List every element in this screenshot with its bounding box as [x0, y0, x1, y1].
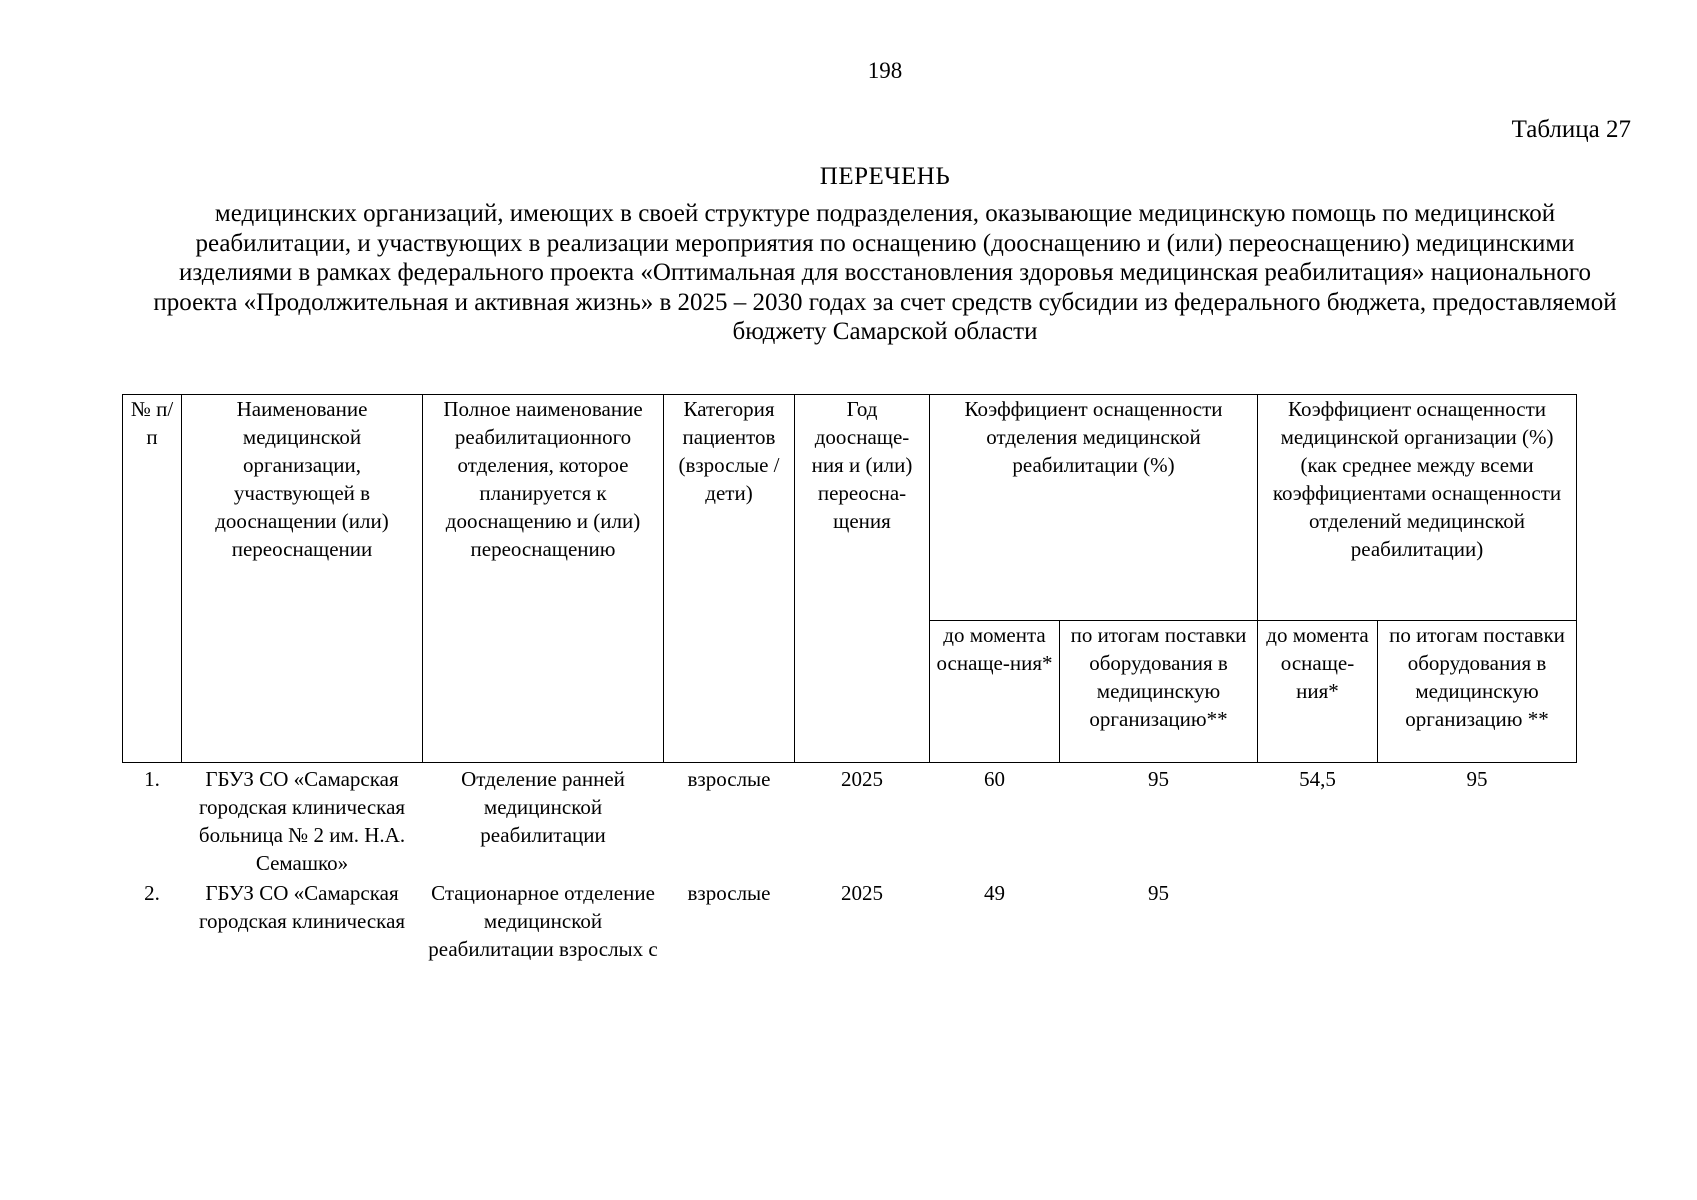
row-year: 2025 [841, 881, 883, 905]
row-org-before: 54,5 [1299, 767, 1336, 791]
header-dept-after: по итогам поставки оборудования в медицинскую организацию** [1060, 621, 1258, 763]
row-org-before [1258, 877, 1378, 963]
row-num: 2. [144, 881, 160, 905]
organizations-table [122, 394, 1577, 963]
header-num: № п/п [123, 395, 182, 763]
row-dept-before: 49 [984, 881, 1005, 905]
header-org-coef: Коэффициент оснащенности медицинской организации (%) (как среднее между всеми коэффициентами оснащенности отделений медицинской реабилитации) [1258, 395, 1577, 621]
header-org-after: по итогам поставки оборудования в медицинскую организацию ** [1378, 621, 1577, 763]
row-org-after: 95 [1466, 767, 1488, 791]
row-year: 2025 [841, 767, 883, 791]
row-dept: Отделение ранней медицинской реабилитации [461, 767, 625, 847]
row-num: 1. [144, 767, 160, 791]
table-row [123, 877, 1577, 963]
header-year: Год дооснаще-ния и (или) переосна-щения [795, 395, 930, 763]
table-label: Таблица 27 [1511, 116, 1631, 143]
page-number: 198 [867, 58, 903, 83]
table-row [123, 763, 1577, 878]
header-dept-coef: Коэффициент оснащенности отделения медицинской реабилитации (%) [930, 395, 1258, 621]
row-dept-after: 95 [1148, 767, 1169, 791]
row-dept: Стационарное отделение медицинской реабилитации взрослых с [428, 881, 658, 961]
header-org-before: до момента оснаще-ния* [1258, 621, 1378, 763]
header-org: Наименование медицинской организации, участвующей в дооснащении (или) переоснащении [182, 395, 423, 763]
row-org: ГБУЗ СО «Самарская городская клиническая [198, 881, 406, 933]
row-org-after [1378, 877, 1577, 963]
header-category: Категория пациентов (взрослые / дети) [664, 395, 795, 763]
row-org: ГБУЗ СО «Самарская городская клиническая больница № 2 им. Н.А. Семашко» [198, 767, 406, 875]
row-dept-after: 95 [1148, 881, 1169, 905]
row-category: взрослые [687, 767, 771, 791]
document-title: ПЕРЕЧЕНЬ [819, 163, 951, 190]
document-subtitle: медицинских организаций, имеющих в своей структуре подразделения, оказывающие медицинскую помощь по медицинской реабилитации, и участвующих в реализации мероприятия по оснащению (дооснащению и (или) переоснащению) медицинскими изделиями в рамках федерального проекта «Оптимальная для восстановления здоровья медицинская реабилитация» национального проекта «Продолжительная и активная жизнь» в 2025 – 2030 годах за счет средств субсидии из федерального бюджета, предоставляемой бюджету Самарской области [153, 200, 1617, 345]
header-dept: Полное наименование реабилитационного отделения, которое планируется к дооснащению и (или) переоснащению [423, 395, 664, 763]
header-dept-before: до момента оснаще-ния* [930, 621, 1060, 763]
row-category: взрослые [687, 881, 771, 905]
row-dept-before: 60 [984, 767, 1005, 791]
